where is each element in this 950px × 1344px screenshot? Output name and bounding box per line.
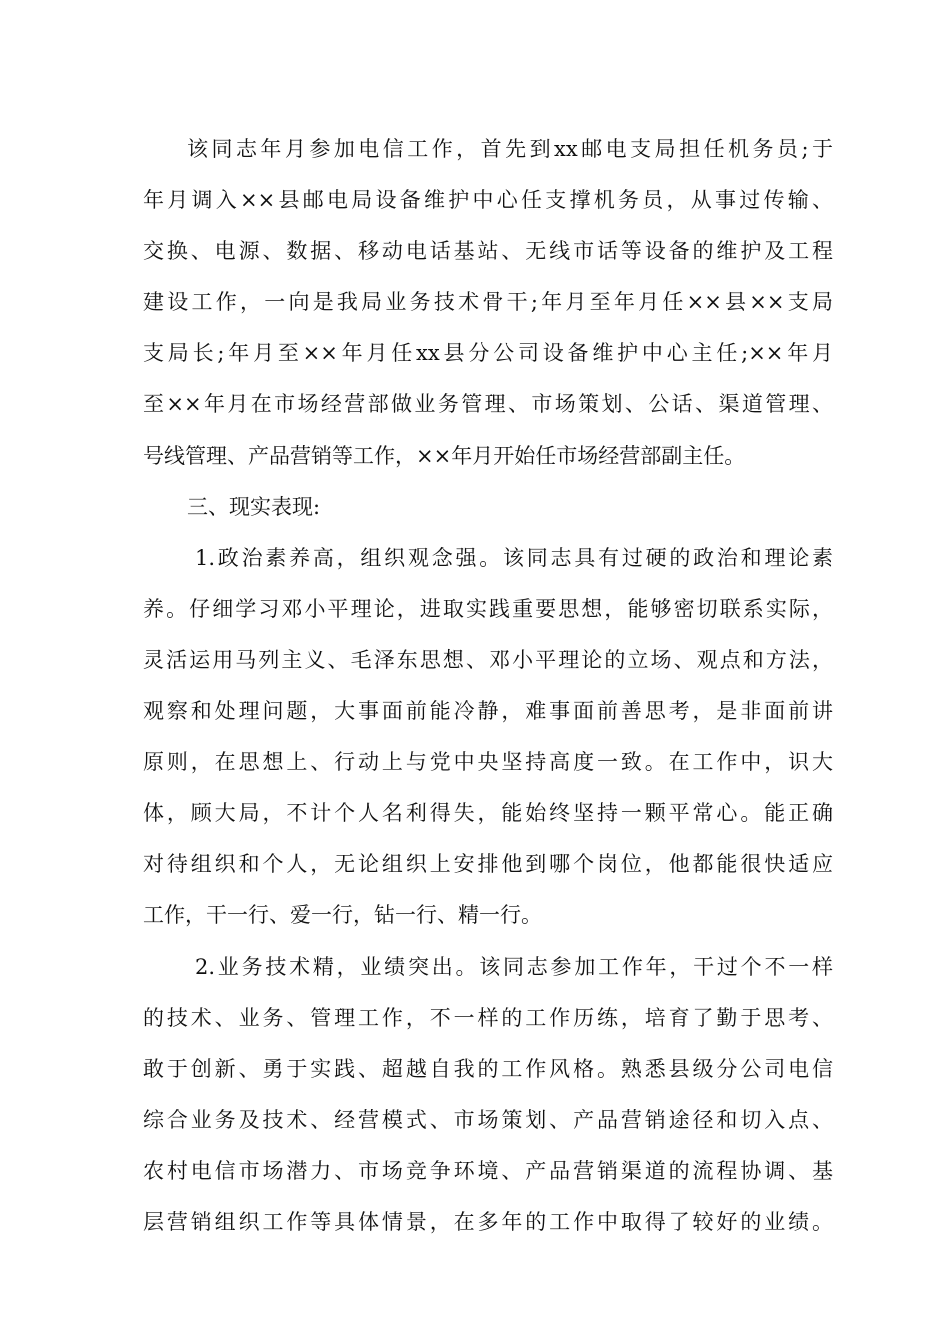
text-line: 的技术、业务、管理工作，不一样的工作历练，培育了勤于思考、	[143, 1005, 833, 1030]
text-line: 至××年月在市场经营部做业务管理、市场策划、公话、渠道管理、	[143, 392, 833, 417]
text-line: 综合业务及技术、经营模式、市场策划、产品营销途径和切入点、	[143, 1107, 833, 1132]
text-line: 号线管理、产品营销等工作，××年月开始任市场经营部副主任。	[143, 443, 746, 468]
text-line: 支局长;年月至××年月任xx县分公司设备维护中心主任;××年月	[143, 341, 833, 366]
text-line: 工作，干一行、爱一行，钻一行、精一行。	[143, 903, 542, 928]
text-line: 原则，在思想上、行动上与党中央坚持高度一致。在工作中，识大	[143, 750, 833, 775]
text-line: 建设工作，一向是我局业务技术骨干;年月至年月任××县××支局	[143, 290, 833, 315]
text-line: 灵活运用马列主义、毛泽东思想、邓小平理论的立场、观点和方法，	[143, 647, 833, 672]
paragraph-political-quality	[143, 533, 833, 942]
text-line: 层营销组织工作等具体情景，在多年的工作中取得了较好的业绩。	[143, 1209, 833, 1234]
text-line: 1.政治素养高，组织观念强。该同志具有过硬的政治和理论素	[195, 545, 833, 570]
section-heading: 三、现实表现:	[187, 494, 321, 519]
text-line: 2.业务技术精，业绩突出。该同志参加工作年，干过个不一样	[195, 954, 833, 979]
text-line: 对待组织和个人，无论组织上安排他到哪个岗位，他都能很快适应	[143, 852, 833, 877]
text-line: 体，顾大局，不计个人名利得失，能始终坚持一颗平常心。能正确	[143, 801, 833, 826]
text-line: 该同志年月参加电信工作，首先到xx邮电支局担任机务员;于	[187, 137, 833, 161]
text-line: 农村电信市场潜力、市场竞争环境、产品营销渠道的流程协调、基	[143, 1158, 833, 1183]
paragraph-technical-skill	[143, 942, 833, 1249]
text-line: 年月调入××县邮电局设备维护中心任支撑机务员，从事过传输、	[143, 188, 833, 213]
text-line: 养。仔细学习邓小平理论，进取实践重要思想，能够密切联系实际，	[143, 596, 833, 621]
text-line: 观察和处理问题，大事面前能冷静，难事面前善思考，是非面前讲	[143, 699, 833, 724]
paragraph-work-history	[143, 124, 833, 482]
text-line: 敢于创新、勇于实践、超越自我的工作风格。熟悉县级分公司电信	[143, 1056, 833, 1081]
text-line: 交换、电源、数据、移动电话基站、无线市话等设备的维护及工程	[143, 239, 833, 264]
document-body	[143, 124, 833, 1248]
